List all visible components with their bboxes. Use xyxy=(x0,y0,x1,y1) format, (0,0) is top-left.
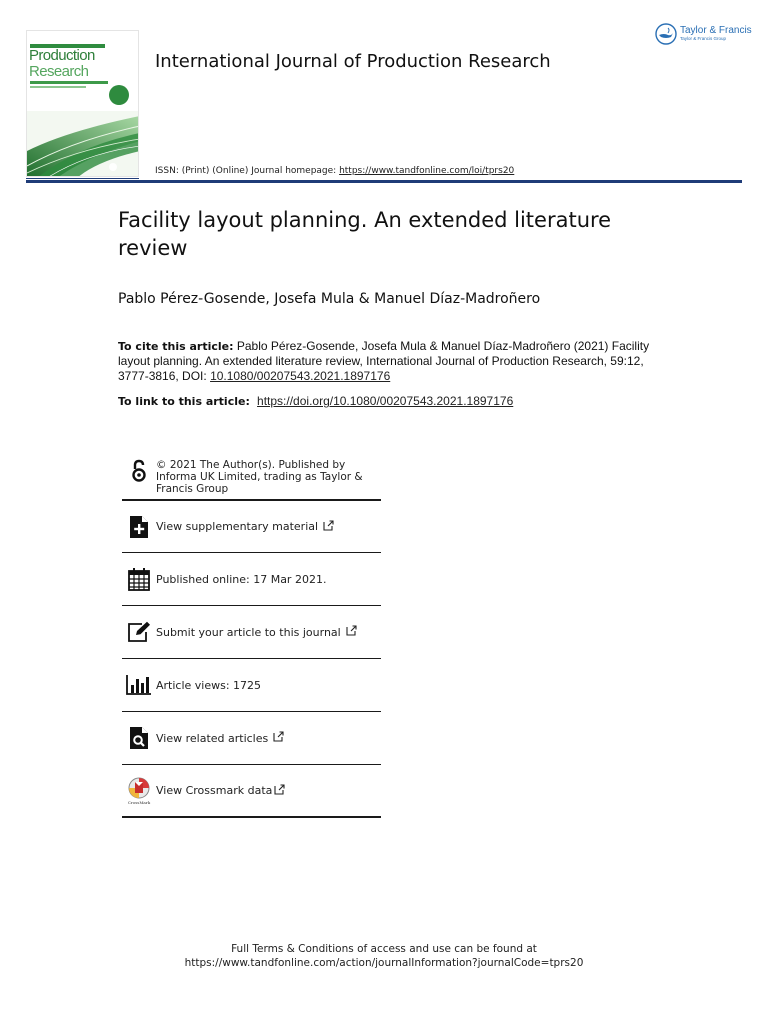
cover-artwork xyxy=(27,111,139,177)
open-access-icon xyxy=(131,459,147,483)
footer-terms-url[interactable]: https://www.tandfonline.com/action/journalInformation?journalCode=tprs20 xyxy=(184,957,584,969)
published-date: Published online: 17 Mar 2021. xyxy=(156,572,327,586)
issn-line xyxy=(155,166,514,176)
calendar-icon xyxy=(128,567,150,591)
submit-article-link[interactable]: Submit your article to this journal xyxy=(156,625,341,639)
cover-underline xyxy=(26,178,139,179)
article-authors: Pablo Pérez-Gosende, Josefa Mula & Manuel Díaz-Madroñero xyxy=(118,291,541,307)
article-link-block xyxy=(118,394,513,408)
external-link-icon xyxy=(273,731,284,745)
footer xyxy=(0,942,768,970)
crossmark-link[interactable]: View Crossmark data xyxy=(156,784,273,797)
journal-homepage-link[interactable]: https://www.tandfonline.com/loi/tprs20 xyxy=(339,166,515,176)
crossmark-icon xyxy=(126,777,152,805)
publisher-subtitle: Taylor & Francis Group xyxy=(680,36,727,42)
footer-terms-text: Full Terms & Conditions of access and use can be found at xyxy=(231,943,537,955)
journal-title: International Journal of Production Research xyxy=(155,51,551,72)
crossmark-label: CrossMark xyxy=(127,799,151,805)
citation-block xyxy=(118,339,658,384)
file-plus-icon xyxy=(129,515,149,539)
edit-icon xyxy=(127,621,151,643)
publisher-name: Taylor & Francis xyxy=(680,25,752,37)
supplementary-row[interactable] xyxy=(122,501,381,553)
doi-link[interactable]: 10.1080/00207543.2021.1897176 xyxy=(210,369,391,383)
article-doi-url[interactable]: https://doi.org/10.1080/00207543.2021.1897176 xyxy=(257,394,514,408)
publisher-logo xyxy=(655,23,752,45)
published-row xyxy=(122,553,381,606)
header-rule xyxy=(26,180,742,183)
journal-cover-image xyxy=(26,30,139,177)
article-title: Facility layout planning. An extended literature review xyxy=(118,208,612,260)
external-link-icon xyxy=(323,520,334,534)
submit-row[interactable] xyxy=(122,606,381,659)
cover-title-line1: Production xyxy=(29,47,95,64)
publisher-lamp-icon xyxy=(655,23,677,45)
article-views: Article views: 1725 xyxy=(156,678,262,692)
article-info-list xyxy=(122,450,381,818)
bar-chart-icon xyxy=(126,675,152,695)
cite-label: To cite this article: xyxy=(118,340,234,353)
open-access-row xyxy=(122,450,381,501)
issn-text: ISSN: (Print) (Online) Journal homepage: xyxy=(155,166,340,176)
cite-text: Pablo Pérez-Gosende, Josefa Mula & Manuel Díaz-Madroñero (2021) Facility layout planning. An extended literature review, International Journal of Production Research, 59:12, 3777-3816, DOI: xyxy=(118,339,650,383)
crossmark-row[interactable] xyxy=(122,765,381,818)
external-link-icon xyxy=(274,784,285,798)
license-text: © 2021 The Author(s). Published by Informa UK Limited, trading as Taylor & Francis Group xyxy=(156,459,363,495)
link-label: To link to this article: xyxy=(118,395,254,408)
cover-title-line2: Research xyxy=(29,63,89,80)
views-row xyxy=(122,659,381,712)
related-row[interactable] xyxy=(122,712,381,765)
supplementary-link[interactable]: View supplementary material xyxy=(156,520,319,533)
search-document-icon xyxy=(129,726,149,750)
external-link-icon xyxy=(346,625,357,639)
related-articles-link[interactable]: View related articles xyxy=(156,731,269,745)
